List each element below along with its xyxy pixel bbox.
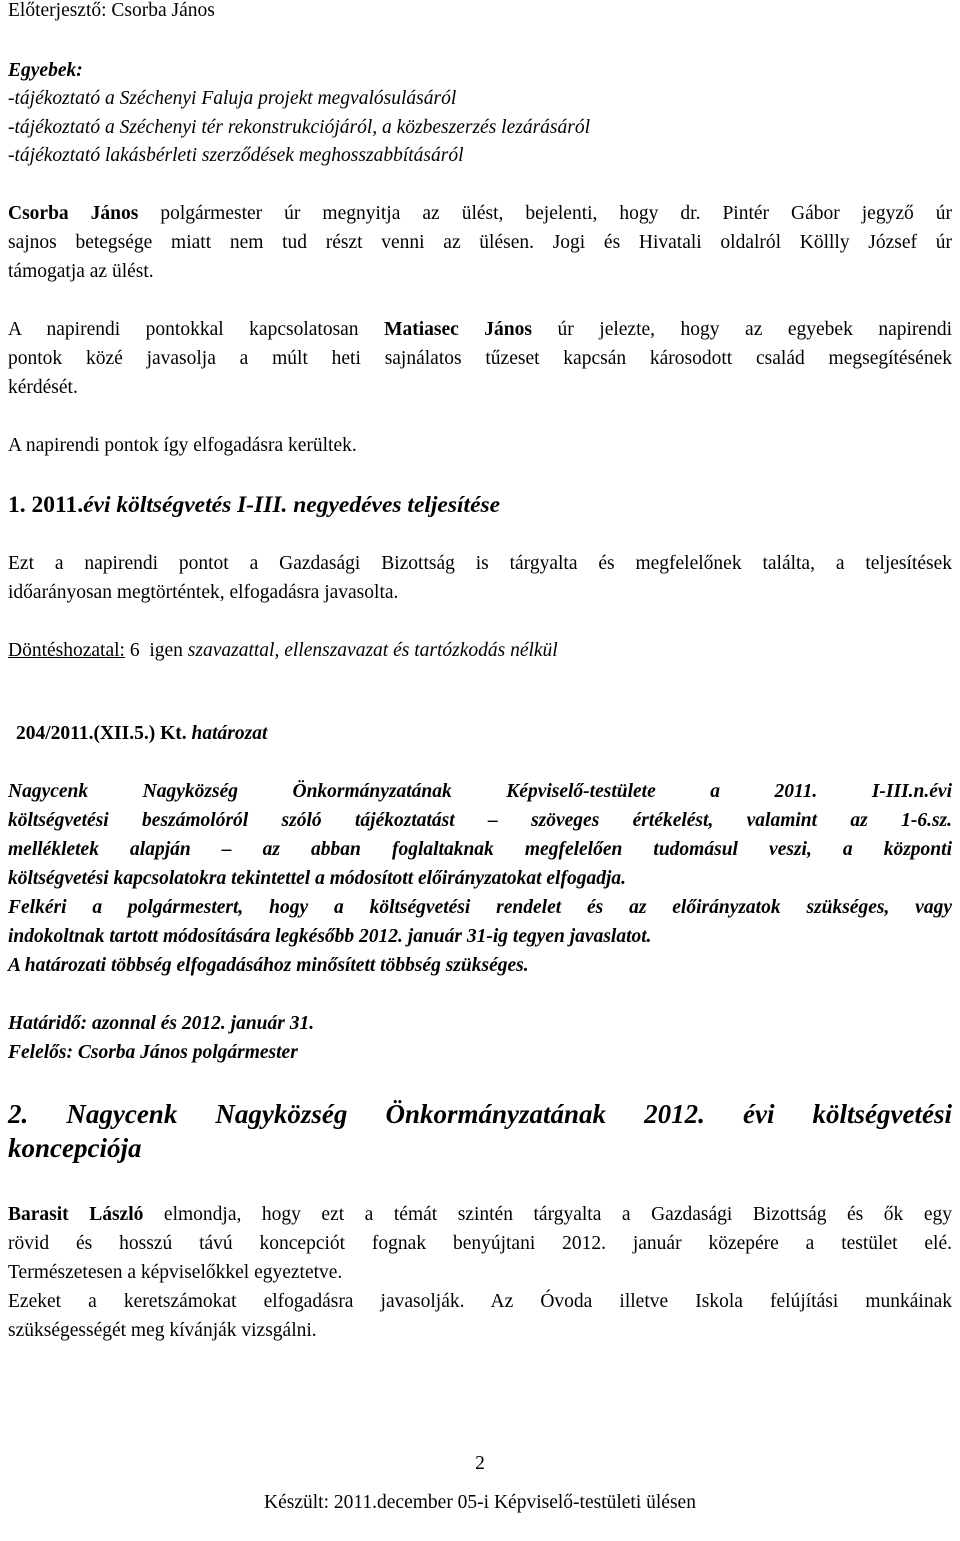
- submitter-line: Előterjesztő: Csorba János: [8, 0, 215, 21]
- speaker-name: Matiasec János: [384, 319, 532, 340]
- resolution-line: mellékletek alapján – az abban foglaltaknak megfelelően tudomásul veszi, a központi: [8, 839, 952, 860]
- resolution-line: Felkéri a polgármestert, hogy a költségvetési rendelet és az előirányzatok szükséges, vagy: [8, 897, 952, 918]
- mayor-name: Csorba János: [8, 203, 139, 224]
- item1-heading: [8, 490, 952, 520]
- item1-number: 1. 2011.: [8, 492, 84, 518]
- speaker-name: Barasit László: [8, 1204, 144, 1225]
- footer-prepared: Készült: 2011.december 05-i Képviselő-testületi ülésen: [264, 1492, 696, 1513]
- opening-line: támogatja az ülést.: [8, 261, 154, 282]
- item2-line: szükségességét meg kívánják vizsgálni.: [8, 1320, 317, 1341]
- agenda-accepted: A napirendi pontok így elfogadásra kerültek.: [8, 435, 357, 456]
- resolution-number-line: [16, 720, 952, 748]
- agenda-note-line: [8, 316, 952, 344]
- item2-line: Ezeket a keretszámokat elfogadásra javasolják. Az Óvoda illetve Iskola felújítási munkáinak: [8, 1291, 952, 1312]
- opening-line: sajnos betegsége miatt nem tud részt venni az ülésen. Jogi és Hivatali oldalról Köllly József úr: [8, 232, 952, 253]
- resolution-line: költségvetési kapcsolatokra tekintettel a módosított előirányzatokat elfogadja.: [8, 868, 626, 889]
- resolution-line: költségvetési beszámolóról szóló tájékoztatást – szöveges értékelést, valamint az 1-6.sz.: [8, 810, 952, 831]
- item2-line: Természetesen a képviselőkkel egyeztetve.: [8, 1262, 343, 1283]
- resolution-word: határozat: [191, 723, 268, 744]
- misc-item: -tájékoztató lakásbérleti szerződések meghosszabbításáról: [8, 145, 464, 166]
- resolution-line: A határozati többség elfogadásához minősített többség szükséges.: [8, 955, 529, 976]
- misc-heading: Egyebek:: [8, 60, 83, 81]
- item2-title-line: koncepciója: [8, 1133, 142, 1163]
- resolution-line: Nagycenk Nagyközség Önkormányzatának Képviselő-testülete a 2011. I-III.n.évi: [8, 781, 952, 802]
- decision-count: 6 igen: [124, 640, 188, 661]
- misc-item: -tájékoztató a Széchenyi Faluja projekt megvalósulásáról: [8, 88, 457, 109]
- decision-text: szavazattal, ellenszavazat és tartózkodás nélkül: [187, 640, 558, 661]
- misc-item: -tájékoztató a Széchenyi tér rekonstrukciójáról, a közbeszerzés lezárásáról: [8, 117, 591, 138]
- agenda-note-line: kérdését.: [8, 377, 78, 398]
- agenda-note-text: úr jelezte, hogy az egyebek napirendi: [532, 319, 952, 340]
- item1-title: évi költségvetés I-III. negyedéves teljesítése: [83, 492, 501, 518]
- opening-text: polgármester úr megnyitja az ülést, bejelenti, hogy dr. Pintér Gábor jegyző úr: [138, 203, 952, 224]
- page-number: 2: [475, 1453, 485, 1474]
- resolution-line: indokoltnak tartott módosítására legkésőbb 2012. január 31-ig tegyen javaslatot.: [8, 926, 652, 947]
- agenda-note-line: pontok közé javasolja a múlt heti sajnálatos tűzeset kapcsán károsodott család megsegítésének: [8, 348, 952, 369]
- item2-title-line: 2. Nagycenk Nagyközség Önkormányzatának 2012. évi költségvetési: [8, 1099, 952, 1129]
- opening-line: [8, 200, 952, 228]
- responsible: Felelős: Csorba János polgármester: [8, 1042, 298, 1063]
- deadline: Határidő: azonnal és 2012. január 31.: [8, 1013, 315, 1034]
- item1-text-line: időarányosan megtörténtek, elfogadásra javasolta.: [8, 582, 399, 603]
- decision-label: Döntéshozatal:: [8, 640, 125, 661]
- item2-line: rövid és hosszú távú koncepciót fognak benyújtani 2012. január közepére a testület elé.: [8, 1233, 952, 1254]
- item2-line: [8, 1201, 952, 1229]
- decision-line: [8, 637, 952, 665]
- item1-text-line: Ezt a napirendi pontot a Gazdasági Bizottság is tárgyalta és megfelelőnek találta, a teljesítések: [8, 553, 952, 574]
- item2-text: elmondja, hogy ezt a témát szintén tárgyalta a Gazdasági Bizottság és ők egy: [143, 1204, 952, 1225]
- resolution-number: 204/2011.(XII.5.) Kt.: [16, 723, 192, 744]
- agenda-note-text: A napirendi pontokkal kapcsolatosan: [8, 319, 385, 340]
